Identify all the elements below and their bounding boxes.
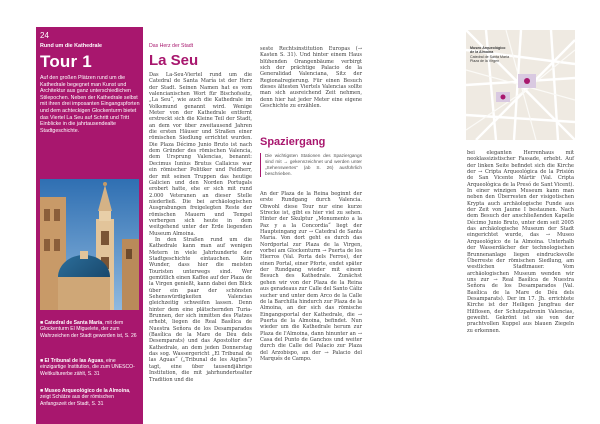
article-column-2: [260, 46, 362, 109]
tour-title: Tour 1: [40, 52, 92, 71]
highlight-text: , eine einzigartige Institution, die zum UNESCO-Weltkulturerbe zählt, S. 31: [40, 358, 135, 377]
walk-info-box: Die wichtigsten Stationen des Spaziergangs sind mit → gekennzeichnet und werden unter „Sehenswertes“ (ab S. 26) ausführlich beschrieben.: [260, 153, 362, 177]
map-legend-title: Museo Arqueológico de la Almoina: [470, 46, 506, 55]
cathedral-photo: [40, 179, 139, 310]
map-legend-item: Catedral de Santa María: [470, 54, 510, 59]
highlight-text: , zeigt Schätze aus der römischen Anfangszeit der Stadt, S. 31: [40, 388, 131, 407]
paragraph: Das La-Seu-Viertel rund um die Catedral de Santa María ist der Herz der Stadt. Seinen Namen hat es vom valencianischen Wort für Bischofssitz, „La Seu“, wie auch die Kathedrale im Volksmund genannt wird. Wenige Meter von der Kathedrale entfernt erstreckt sich die Kleine Teil der Stadt, an dem vor über zweitausend Jahren die ersten Häuser und Straßen einer römischen Siedlung errichtet wurden. Die Plaza Décimo Junio Bruto ist nach dem Gründer des römischen Valencia, dem Ursprung Valencias, benannt: Decimus Iunius Brutus Callaicus war ein römischer Politiker und Feldherr, der mit seinen Truppen das heutige Galicien und den Norden Portugals erobert hatte, ehe er sich mit rund 2.000 Veteranen an dieser Stelle niederließ. Die bei archäologischen Ausgrabungen freigelegten Reste der römischen Mauern und Tempel verbergen sich heute in dem weitgehend unter der Erde liegenden Museum Almoina.: [149, 72, 252, 237]
map-legend: [470, 46, 510, 64]
bullet-icon: ■: [40, 358, 44, 364]
highlight-item: [40, 358, 140, 377]
chapter-sidebar: [36, 27, 143, 424]
tour-intro: Auf den großen Plätzen rund um die Kathedrale begegnet man Kunst und Architektur aus ganz unterschiedlichen Stilepochen. Neben der Kathedrale selbst mit ihren drei imposanten Eingangspforten und dem achteckigen Glockenturm bietet das Viertel La Seu auf Schritt und Tritt Einblicke in die jahrtausendealte Stadtgeschichte.: [40, 75, 140, 134]
map-legend-item: Plaza de la Virgen: [470, 59, 500, 64]
article-column-1: [149, 72, 252, 383]
walk-body: An der Plaza de la Reina beginnt der erste Rundgang durch Valencia. Obwohl diese Tour nur eine kurze Strecke ist, gibt es hier viel zu sehen. Hinter der Skulptur „Monumento a la Paz y a la Concordia“ liegt der Haupteingang zur → Catedral de Santa María. Von dort geht es durch das Nordportal zur Plaza de la Virgen, vorbei am Glockenturm → Puerta de los Hierros (Val. Porta dels Ferros), der einen Portal, einer Pforte, endet später der Rundgang wieder mit einem Besuch des Kathedrale. Zunächst gehen wir von der Plaza de la Reina aus geradeaus zur Calle del Santo Cáliz sucher und unter dem Arco de la Calle de la Barchilla hindurch zur Plaza de la Almoina, an der sich das römische Eingangsportal der Kathedrale, die → Puerta de la Almoina, befindet. Nun wieder um die Kathedrale herum zur Plaza de l'Almoina, dann hinunter an → Casa del Punto de Ganchos und weiter durch die Calle del Palacio zur Plaza del Arzobispo, an der → Palacio del Marqués de Campo.: [260, 191, 362, 362]
highlight-name: Museo Arqueológico de la Almoina: [44, 388, 130, 394]
paragraph: In den Straßen rund um die Kathedrale kann man auf wenigen Metern in viele Jahrhunderte der Stadtgeschichte eintauchen. Kein Wunder, dass hier die meisten Touristen unterwegs sind. Wer gemütlich einen Kaffee auf der Plaza de la Virgen genießt, kann dabei den Blick über ein paar der schönsten Sehenswürdigkeiten Valencias gleichzeitig schweifen lassen. Denn hinter dem eine plätschernden Turia-Brunnen, der sich inmitten des Platzes erhebt, liegen die Real Basílica de Nuestra Señora de los Desamparados (Basílica de la Mare de Déu dels Desemparats) und das Apostoltor der Kathedrale, an dem jeden Donnerstag das sog. Wassergericht „El Tribunal de las Aguas“ („Tribunal de les Aigües“) tagt, eine über tausendjährige Institution, die mit jahrhundertealter Tradition und die: [149, 236, 252, 383]
highlight-item: [40, 388, 140, 407]
highlight-name: El Tribunal de las Aguas: [44, 358, 104, 364]
section-kicker: Das Herz der Stadt: [149, 43, 194, 49]
article-column-3: bei eleganten Herrenhaus mit neoklassizistischer Fassade, erhebt. Auf der linken Seite befindet sich die Kirche der → Cripta Arqueológica de la Prisión de San Vicente Mártir (Val. Cripta Arqueològica de la Presó de Sant Vicent). In einer winzigen Museum kann man neben den Überresten der visigotischen Krypta auch archäologische Funde aus der Zeit von Jaume I bestaunen. Nach dem Besuch der anschließenden Kapelle Décimo Junio Bruto, unter dem seit 2005 das archäologische Museum der Stadt eingerichtet wurde, das → Museo Arqueológico de la Almoina. Unterhalb der Wasserdächer der technologischen Brunnenanlage liegen eindrucksvolle Überreste der römischen Siedlung, am westlichen Stadtmauer. Vom archäologischen Museum wenden wir uns zur → Real Basílica de Nuestra Señora de los Desamparados (Val. Basílica de la Mare de Déu dels Desamparats). Der im 17. Jh. errichtete Kirche ist der Heiligen Jungfrau der Hilflosen, der Schutzpatronin Valencias, geweiht. Gekrönt ist sie von der prachtvollen Kuppel aus blauen Ziegeln zu erkennen.: [467, 150, 574, 334]
section-title: La Seu: [149, 52, 199, 69]
highlight-item: [40, 320, 140, 339]
bullet-icon: ■: [40, 388, 44, 394]
paragraph: seste Rechtsinstitution Europas (→ Kasten S. 31). Und hinter einem Haus blühenden Orangenbäume verbirgt sich der prächtige Palacio de la Generalidad Valenciana, Sitz der Regionalregierung. Für einen Besuch dieses ältesten Viertels Valencias sollte man sich ausreichend Zeit nehmen, denn hier hat jeder Meter eine eigene Geschichte zu erzählen.: [260, 46, 362, 110]
bullet-icon: ■: [40, 320, 44, 326]
chapter-heading: Rund um die Kathedrale: [40, 43, 103, 49]
highlight-name: Catedral de Santa María: [44, 320, 103, 326]
highlight-text: , mit dem Glockenturm El Miguelete, der zum Wahrzeichen der Stadt geworden ist, S. 26: [40, 320, 137, 339]
page-number: 24: [40, 31, 49, 40]
walk-section-title: Spaziergang: [260, 136, 326, 148]
